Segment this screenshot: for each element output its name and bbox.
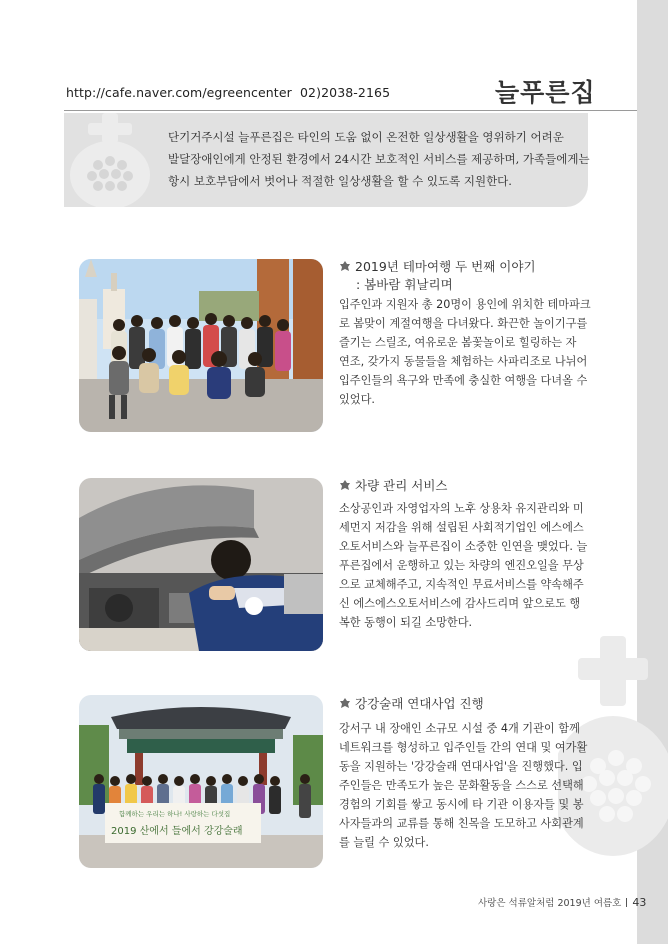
body-line: 있었다. xyxy=(339,393,375,406)
section-title: 2019년 테마여행 두 번째 이야기 xyxy=(355,259,536,274)
body-line: 네트워크를 형성하고 입주인들 간의 연대 및 여가활 xyxy=(339,741,588,754)
header-divider xyxy=(64,110,637,111)
page-number: 43 xyxy=(632,896,647,909)
intro-line: 항시 보호부담에서 벗어나 적절한 일상생활을 할 수 있도록 지원한다. xyxy=(168,174,512,188)
body-line: 주인들은 만족도가 높은 문화활동을 스스로 선택해 xyxy=(339,779,584,792)
intro-line: 단기거주시설 늘푸른집은 타인의 도움 없이 온전한 일상생활을 영위하기 어려운 xyxy=(168,130,564,144)
body-line: 연조, 갖가지 동물들을 체험하는 사파리조로 나뉘어 xyxy=(339,355,588,368)
cafe-url[interactable]: http://cafe.naver.com/egreencenter xyxy=(66,85,292,100)
section-body-trip xyxy=(339,295,591,409)
body-line: 경험의 기회를 쌓고 동시에 타 기관 이용자들 및 봉 xyxy=(339,798,584,811)
section-title: 차량 관리 서비스 xyxy=(355,478,448,493)
body-line: 입주인들의 욕구와 만족에 충실한 여행을 다녀올 수 xyxy=(339,374,588,387)
theme-park-group-photo xyxy=(79,259,323,432)
page-title: 늘푸른집 xyxy=(495,78,596,107)
intro-text xyxy=(168,126,590,192)
gangangsullae-group-photo xyxy=(79,695,323,868)
car-service-photo xyxy=(79,478,323,651)
body-line: 즐기는 스릴조, 여유로운 봄꽃놀이로 힐링하는 자 xyxy=(339,336,577,349)
section-body-car xyxy=(339,499,591,632)
body-line: 로 봄맞이 계절여행을 다녀왔다. 화끈한 놀이기구를 xyxy=(339,317,588,330)
section-title: 강강술래 연대사업 진행 xyxy=(355,696,484,711)
flower-bullet-icon xyxy=(339,697,351,709)
section-body-gangangsullae xyxy=(339,719,591,852)
magazine-issue: 사랑은 석류알처럼 2019년 여름호 xyxy=(478,898,622,909)
body-line: 푸른집에서 운행하고 있는 차량의 엔진오일을 무상 xyxy=(339,559,584,572)
body-line: 신 에스에스오토서비스에 감사드리며 앞으로도 행 xyxy=(339,597,581,610)
body-line: 동을 지원하는 '강강술래 연대사업'을 진행했다. 입 xyxy=(339,760,583,773)
banner-main-text: 2019 산에서 들에서 강강술래 xyxy=(111,826,243,837)
intro-pomegranate-icon xyxy=(64,113,156,207)
body-line: 사자들과의 교류를 통해 친목을 도모하고 사회관계 xyxy=(339,817,584,830)
body-line: 를 늘릴 수 있었다. xyxy=(339,836,429,849)
body-line: 소상공인과 자영업자의 노후 상용차 유지관리와 미 xyxy=(339,502,584,515)
body-line: 복한 동행이 되길 소망한다. xyxy=(339,616,473,629)
section-heading-car xyxy=(339,477,447,495)
footer-separator xyxy=(626,898,627,907)
banner-top-text: 함께하는 우리는 하나! 사랑하는 다섯집 xyxy=(119,810,231,818)
flower-bullet-icon xyxy=(339,260,351,272)
body-line: 입주인과 지원자 총 20명이 용인에 위치한 테마파크 xyxy=(339,298,591,311)
body-line: 세먼지 저감을 위해 설립된 사회적기업인 에스에스 xyxy=(339,521,584,534)
section-heading-gangangsullae xyxy=(339,695,484,713)
page-footer xyxy=(478,895,646,909)
section-heading-trip xyxy=(339,258,536,294)
header-contact xyxy=(66,85,390,100)
body-line: 강서구 내 장애인 소규모 시설 중 4개 기관이 함께 xyxy=(339,722,580,735)
section-subtitle: : 봄바람 휘날리며 xyxy=(356,277,453,292)
flower-bullet-icon xyxy=(339,479,351,491)
phone-number: 02)2038-2165 xyxy=(300,85,391,100)
body-line: 으로 교체해주고, 지속적인 무료서비스를 약속해주 xyxy=(339,578,584,591)
body-line: 오토서비스와 늘푸른집이 소중한 인연을 맺었다. 늘 xyxy=(339,540,588,553)
intro-line: 발달장애인에게 안정된 환경에서 24시간 보호적인 서비스를 제공하며, 가족들에게는 xyxy=(168,152,590,166)
